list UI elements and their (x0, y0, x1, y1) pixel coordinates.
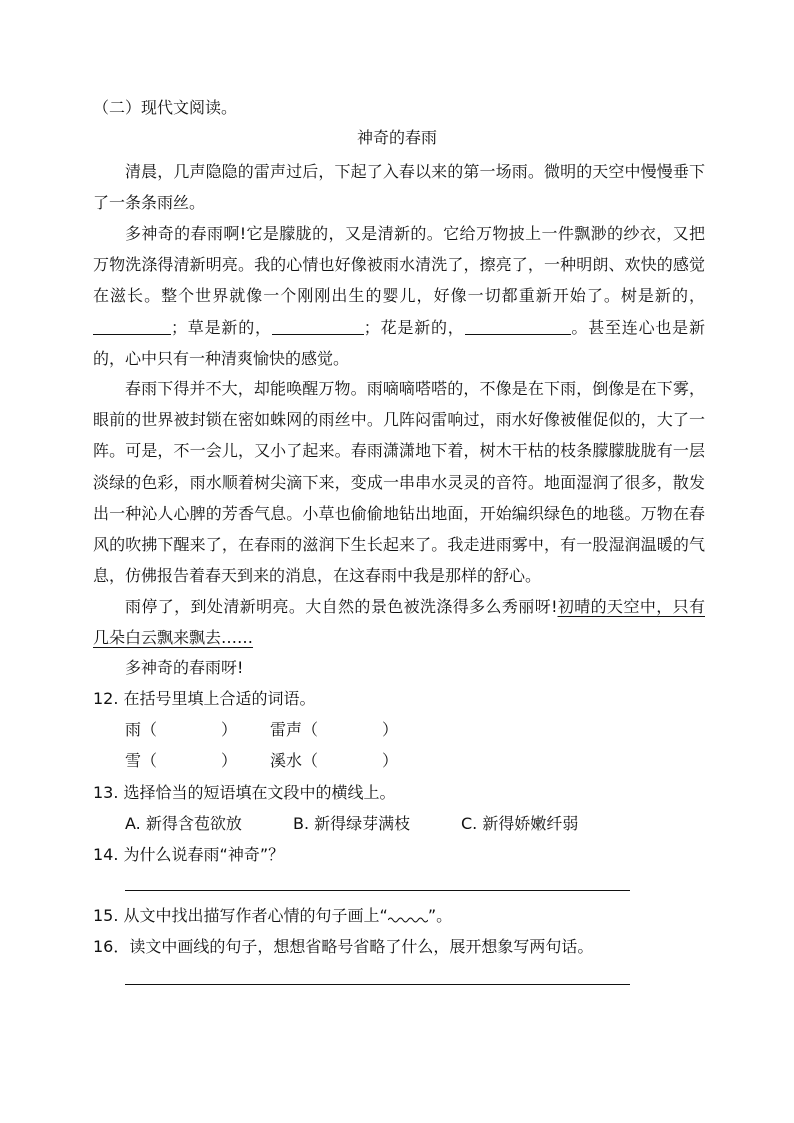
paragraph-2-sep-1: ；草是新的， (171, 317, 272, 337)
question-12-item-rain[interactable]: 雨（ ） (125, 720, 238, 739)
paragraph-2-sep-2: ；花是新的， (363, 317, 465, 337)
question-15-prompt (93, 906, 452, 926)
paragraph-5: 多神奇的春雨呀! (125, 658, 244, 677)
question-12-prompt: 12. 在括号里填上合适的词语。 (93, 689, 316, 708)
fill-blank-tree[interactable] (93, 318, 171, 335)
paragraph-2-text-start: 多神奇的春雨啊!它是朦胧的，又是清新的。它给万物披上一件飘渺的纱衣，又把万物洗涤得清新明亮。我的心情也好像被雨水清洗了，擦亮了，一种明朗、欢快的感觉在滋长。整个世界就像一个刚刚出生的婴儿，好像一切都重新开始了。树是新的， (93, 224, 705, 306)
answer-line-14[interactable] (125, 890, 630, 891)
question-12-row-2 (125, 751, 398, 771)
question-14-prompt: 14. 为什么说春雨“神奇”？ (93, 845, 285, 864)
paragraph-2-text-end: 。甚至连心也是新的，心中只有一种清爽愉快的感觉。 (93, 317, 705, 368)
section-heading: （二）现代文阅读。 (93, 98, 238, 117)
question-12-row-1 (125, 720, 398, 740)
question-15-text-start: 15. 从文中找出描写作者心情的句子画上“ (93, 906, 388, 925)
fill-blank-flower[interactable] (465, 318, 571, 335)
answer-line-16[interactable] (125, 984, 630, 985)
question-15-text-end: ”。 (427, 906, 453, 925)
option-c[interactable]: C. 新得娇嫩纤弱 (461, 814, 579, 833)
paragraph-1: 清晨，几声隐隐的雷声过后，下起了入春以来的第一场雨。微明的天空中慢慢垂下了一条条雨丝。 (93, 162, 705, 213)
wavy-underline-icon (388, 915, 428, 923)
passage-title: 神奇的春雨 (356, 128, 437, 147)
question-12-item-thunder[interactable]: 雷声（ ） (270, 720, 399, 739)
paragraph-2 (93, 218, 705, 374)
question-12-item-snow[interactable]: 雪（ ） (125, 751, 238, 770)
question-16-prompt: 16．读文中画线的句子，想想省略号省略了什么，展开想象写两句话。 (93, 937, 594, 956)
option-a[interactable]: A. 新得含苞欲放 (125, 814, 242, 833)
question-13-options (125, 814, 578, 834)
question-12-item-stream[interactable]: 溪水（ ） (270, 751, 399, 770)
fill-blank-grass[interactable] (272, 318, 364, 335)
paragraph-4 (93, 591, 705, 653)
paragraph-4-text: 雨停了，到处清新明亮。大自然的景色被洗涤得多么秀丽呀! (125, 597, 558, 616)
option-b[interactable]: B. 新得绿芽满枝 (293, 814, 411, 833)
paragraph-3: 春雨下得并不大，却能唤醒万物。雨嘀嘀嗒嗒的，不像是在下雨，倒像是在下雾，眼前的世界被封锁在密如蛛网的雨丝中。几阵闷雷响过，雨水好像被催促似的，大了一阵。可是，不一会儿，又小了起来。春雨潇潇地下着，树木干枯的枝条朦朦胧胧有一层淡绿的色彩，雨水顺着树尖滴下来，变成一串串水灵灵的音符。地面湿润了很多，散发出一种沁人心脾的芳香气息。小草也偷偷地钻出地面，开始编织绿色的地毯。万物在春风的吹拂下醒来了，在春雨的滋润下生长起来了。我走进雨雾中，有一股湿润温暖的气息，仿佛报告着春天到来的消息，在这春雨中我是那样的舒心。 (93, 379, 705, 586)
question-13-prompt: 13. 选择恰当的短语填在文段中的横线上。 (93, 783, 396, 802)
underlined-sentence: 初晴的天空中，只有几朵白云飘来飘去…… (93, 597, 705, 648)
